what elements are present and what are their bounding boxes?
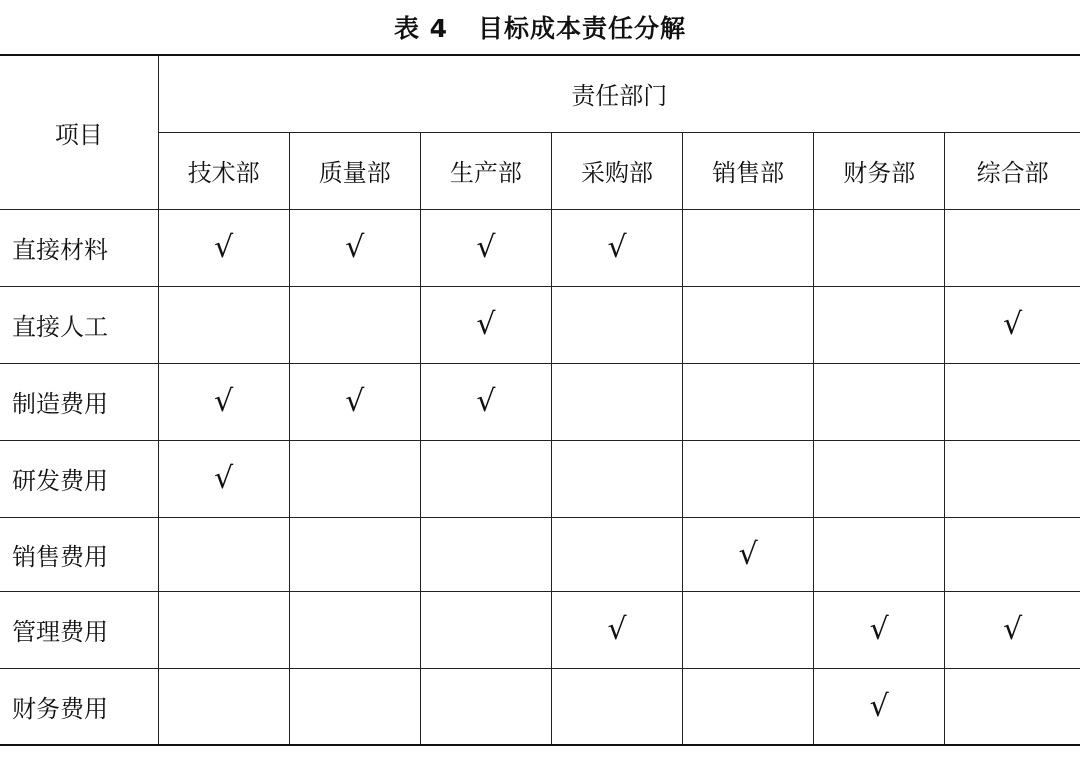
dept-header-general: 综合部 (945, 132, 1080, 209)
table-row (0, 668, 1080, 745)
table-cell: √ (683, 517, 814, 591)
table-cell (814, 440, 945, 517)
row-label: 直接材料 (0, 209, 158, 286)
table-row (0, 591, 1080, 668)
table-cell: √ (945, 286, 1080, 363)
table-cell (420, 440, 551, 517)
row-label: 财务费用 (0, 668, 158, 745)
table-cell (420, 517, 551, 591)
table-cell: √ (158, 440, 289, 517)
table-title: 目标成本责任分解 (478, 14, 687, 43)
table-cell (945, 440, 1080, 517)
table-cell (420, 591, 551, 668)
table-cell (420, 668, 551, 745)
table-cell: √ (420, 286, 551, 363)
table-cell: √ (289, 209, 420, 286)
table-row (0, 517, 1080, 591)
header-row-departments (0, 132, 1080, 209)
dept-header-tech: 技术部 (158, 132, 289, 209)
dept-header-quality: 质量部 (289, 132, 420, 209)
table-cell (551, 286, 682, 363)
table-cell: √ (420, 209, 551, 286)
row-label: 管理费用 (0, 591, 158, 668)
dept-header-sales: 销售部 (683, 132, 814, 209)
table-row (0, 286, 1080, 363)
table-cell: √ (158, 209, 289, 286)
table-cell (945, 668, 1080, 745)
table-cell: √ (551, 591, 682, 668)
table-cell (814, 286, 945, 363)
table-cell (551, 517, 682, 591)
table-cell: √ (420, 363, 551, 440)
cost-responsibility-table (0, 54, 1080, 746)
table-cell (814, 209, 945, 286)
table-cell (289, 591, 420, 668)
table-cell (945, 209, 1080, 286)
dept-header-production: 生产部 (420, 132, 551, 209)
table-cell: √ (814, 591, 945, 668)
table-row (0, 209, 1080, 286)
table-cell (158, 286, 289, 363)
table-cell (683, 209, 814, 286)
table-cell: √ (289, 363, 420, 440)
table-cell (158, 591, 289, 668)
row-label: 销售费用 (0, 517, 158, 591)
table-row (0, 440, 1080, 517)
table-cell (683, 591, 814, 668)
table-cell (814, 363, 945, 440)
item-header: 项目 (0, 55, 158, 209)
dept-header-finance: 财务部 (814, 132, 945, 209)
row-label: 直接人工 (0, 286, 158, 363)
table-cell (683, 286, 814, 363)
table-cell (551, 668, 682, 745)
row-label: 研发费用 (0, 440, 158, 517)
table-cell: √ (945, 591, 1080, 668)
table-cell (683, 363, 814, 440)
table-row (0, 363, 1080, 440)
dept-header-procurement: 采购部 (551, 132, 682, 209)
department-group-header: 责任部门 (158, 55, 1080, 132)
table-cell (289, 286, 420, 363)
table-cell (289, 440, 420, 517)
header-row-group (0, 55, 1080, 132)
table-cell (158, 517, 289, 591)
table-cell (945, 517, 1080, 591)
table-cell (814, 517, 945, 591)
table-cell (158, 668, 289, 745)
table-cell (551, 440, 682, 517)
table-cell: √ (158, 363, 289, 440)
table-cell (289, 517, 420, 591)
table-cell (289, 668, 420, 745)
table-cell (551, 363, 682, 440)
table-cell (945, 363, 1080, 440)
table-cell: √ (551, 209, 682, 286)
table-cell: √ (814, 668, 945, 745)
table-cell (683, 668, 814, 745)
row-label: 制造费用 (0, 363, 158, 440)
table-number: 表 4 (393, 14, 449, 43)
table-caption (0, 0, 1080, 54)
table-cell (683, 440, 814, 517)
